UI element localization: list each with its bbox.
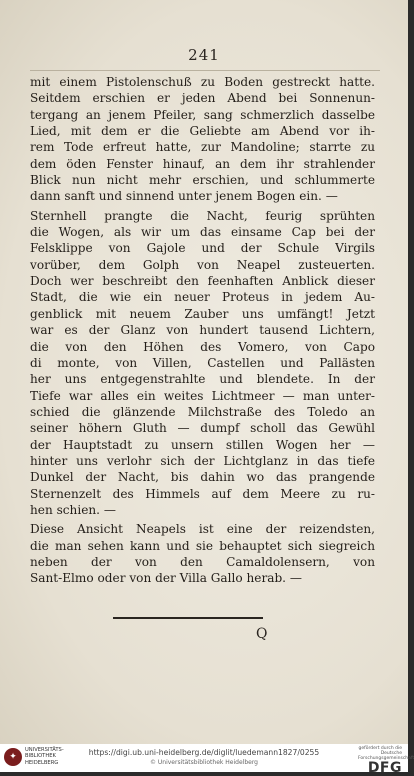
text-line: war es der Glanz von hundert tausend Lichtern, (30, 323, 375, 338)
text-line: der Hauptstadt zu unsern stillen Wogen her — (30, 437, 375, 452)
paragraph (30, 74, 375, 205)
paragraph (30, 521, 375, 586)
catchword: Q (256, 626, 268, 642)
body-text (30, 74, 375, 587)
text-line: hen schien. — (30, 502, 116, 517)
text-line: Tiefe war alles ein weites Lichtmeer — man unter- (30, 388, 375, 403)
text-line: hinter uns verlohr sich der Lichtglanz in das tiefe (30, 453, 375, 468)
text-line: Diese Ansicht Neapels ist eine der reizendsten, (30, 522, 375, 537)
section-rule (113, 617, 263, 619)
text-line: seiner höhern Gluth — dumpf scholl das Gewühl (30, 421, 375, 436)
paragraph (30, 208, 375, 519)
text-line: neben der von den Camaldolensern, von (30, 554, 375, 569)
text-line: Felsklippe von Gajole und der Schule Virgils (30, 241, 375, 256)
text-line: di monte, von Villen, Castellen und Pallästen (30, 355, 375, 370)
text-line: Dunkel der Nacht, bis dahin wo das prangende (30, 470, 375, 485)
university-seal-icon: ✦ (4, 748, 22, 766)
text-line: die von den Höhen des Vomero, von Capo (30, 339, 375, 354)
text-line: rem Tode erfreut hatte, zur Mandoline; starrte zu (30, 140, 375, 155)
text-line: tergang an jenem Pfeiler, sang schmerzlich dasselbe (30, 107, 375, 122)
dfg-mark: DFG (367, 760, 402, 776)
text-line: dem öden Fenster hinauf, an dem ihr strahlender (30, 156, 375, 171)
text-line: mit einem Pistolenschuß zu Boden gestreckt hatte. (30, 75, 375, 89)
text-line: Sant-Elmo oder von der Villa Gallo herab. — (30, 571, 302, 586)
text-line: Blick nun nicht mehr erschien, und schlummerte (30, 173, 375, 188)
text-line: Seitdem erschien er jeden Abend bei Sonnenun- (30, 91, 375, 106)
text-line: schied die glänzende Milchstraße des Toledo an (30, 404, 375, 419)
copyright-notice: © Universitätsbibliothek Heidelberg (149, 759, 258, 766)
text-line: Sternhell prangte die Nacht, feurig sprühten (30, 208, 375, 223)
viewer-footer (0, 744, 414, 776)
header-rule (30, 70, 380, 71)
text-line: Stadt, die wie ein neuer Proteus in jedem Au- (30, 290, 375, 305)
dfg-funding-note: gefördert durch die Deutsche Forschungsgemeinschaft (358, 746, 414, 761)
text-line: die man sehen kann und sie behauptet sich siegreich (30, 538, 375, 553)
text-line: Lied, mit dem er die Geliebte am Abend vor ih- (30, 124, 375, 139)
text-line: Sternenzelt des Himmels auf dem Meere zu ru- (30, 486, 375, 501)
page-number: 241 (188, 46, 220, 64)
text-line: Doch wer beschreibt den feenhaften Anblick dieser (30, 274, 375, 289)
text-line: genblick mit neuem Zauber uns umfängt! Jetzt (30, 306, 375, 321)
text-line: die Wogen, als wir um das einsame Cap bei der (30, 225, 375, 240)
text-line: dann sanft und sinnend unter jenem Bogen ein. — (30, 189, 338, 204)
text-line: her uns entgegenstrahlte und blendete. In der (30, 372, 375, 387)
dfg-logo[interactable] (358, 746, 414, 776)
permalink-url[interactable]: https://digi.ub.uni-heidelberg.de/diglit/luedemann1827/0255 (88, 748, 320, 757)
library-logo-text: UNIVERSITÄTS- BIBLIOTHEK HEIDELBERG (25, 747, 64, 766)
text-line: vorüber, dem Golph von Neapel zusteuerten. (30, 257, 375, 272)
